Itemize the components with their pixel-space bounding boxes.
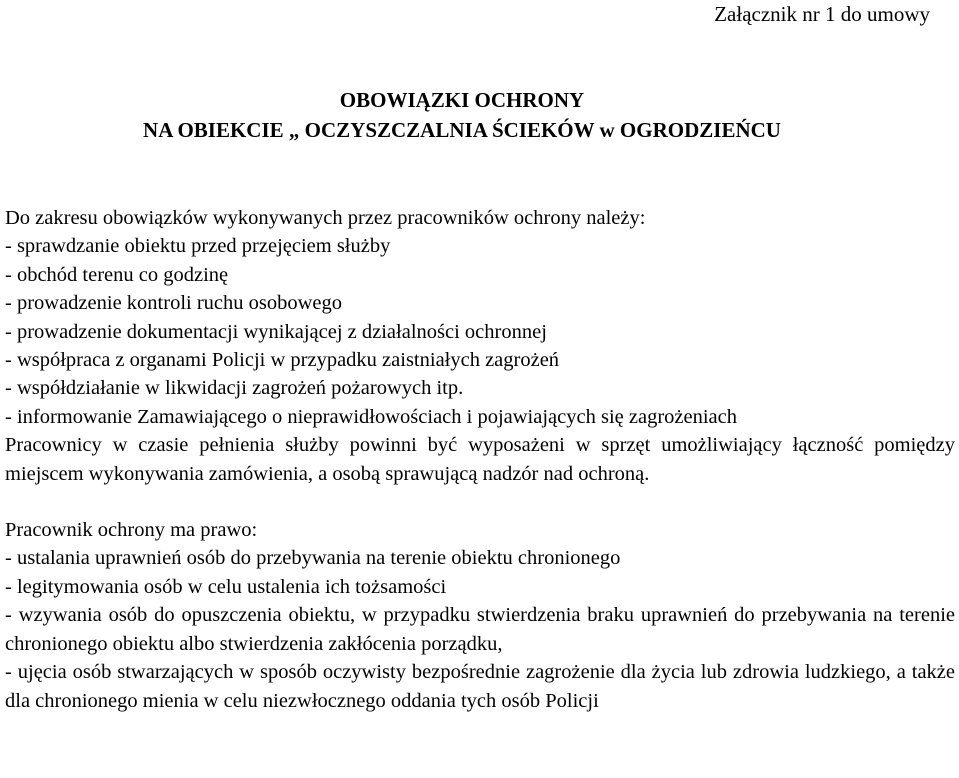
right-item: - legitymowania osób w celu ustalenia ich tożsamości <box>5 575 447 598</box>
duty-item: - współdziałanie w likwidacji zagrożeń pożarowych itp. <box>5 377 464 400</box>
title-line-2: NA OBIEKCIE „ OCZYSZCZALNIA ŚCIEKÓW w OGRODZIEŃCU <box>143 118 781 142</box>
duty-item: - prowadzenie kontroli ruchu osobowego <box>5 292 343 315</box>
rights-intro: Pracownik ochrony ma prawo: <box>5 519 258 542</box>
duties-intro: Do zakresu obowiązków wykonywanych przez pracowników ochrony należy: <box>5 207 646 229</box>
rights-section <box>5 516 955 715</box>
equipment-paragraph: Pracownicy w czasie pełnienia służby powinni być wyposażeni w sprzęt umożliwiający łączność pomiędzy miejscem wykonywania zamówienia, a osobą sprawującą nadzór nad ochroną. <box>5 434 955 485</box>
annex-label: Załącznik nr 1 do umowy <box>714 2 930 26</box>
right-item: - ustalania uprawnień osób do przebywania na terenie obiektu chronionego <box>5 547 621 570</box>
right-item: - ujęcia osób stwarzających w sposób oczywisty bezpośrednie zagrożenie dla życia lub zdrowia ludzkiego, a także dla chronionego mienia w celu niezwłocznego oddania tych osób Policji <box>5 661 955 712</box>
duty-item: - obchód terenu co godzinę <box>5 263 229 286</box>
document-title <box>5 85 955 145</box>
duty-item: - sprawdzanie obiektu przed przejęciem służby <box>5 235 391 258</box>
duty-item: - współpraca z organami Policji w przypadku zaistniałych zagrożeń <box>5 349 560 372</box>
right-item: - wzywania osób do opuszczenia obiektu, w przypadku stwierdzenia braku uprawnień do przebywania na terenie chronionego obiektu albo stwierdzenia zakłócenia porządku, <box>5 604 955 655</box>
document-page <box>5 0 955 715</box>
duties-section <box>5 204 955 488</box>
duty-item: - informowanie Zamawiającego o nieprawidłowościach i pojawiających się zagrożeniach <box>5 405 737 428</box>
duty-item: - prowadzenie dokumentacji wynikającej z działalności ochronnej <box>5 320 547 343</box>
title-line-1: OBOWIĄZKI OCHRONY <box>339 88 585 112</box>
